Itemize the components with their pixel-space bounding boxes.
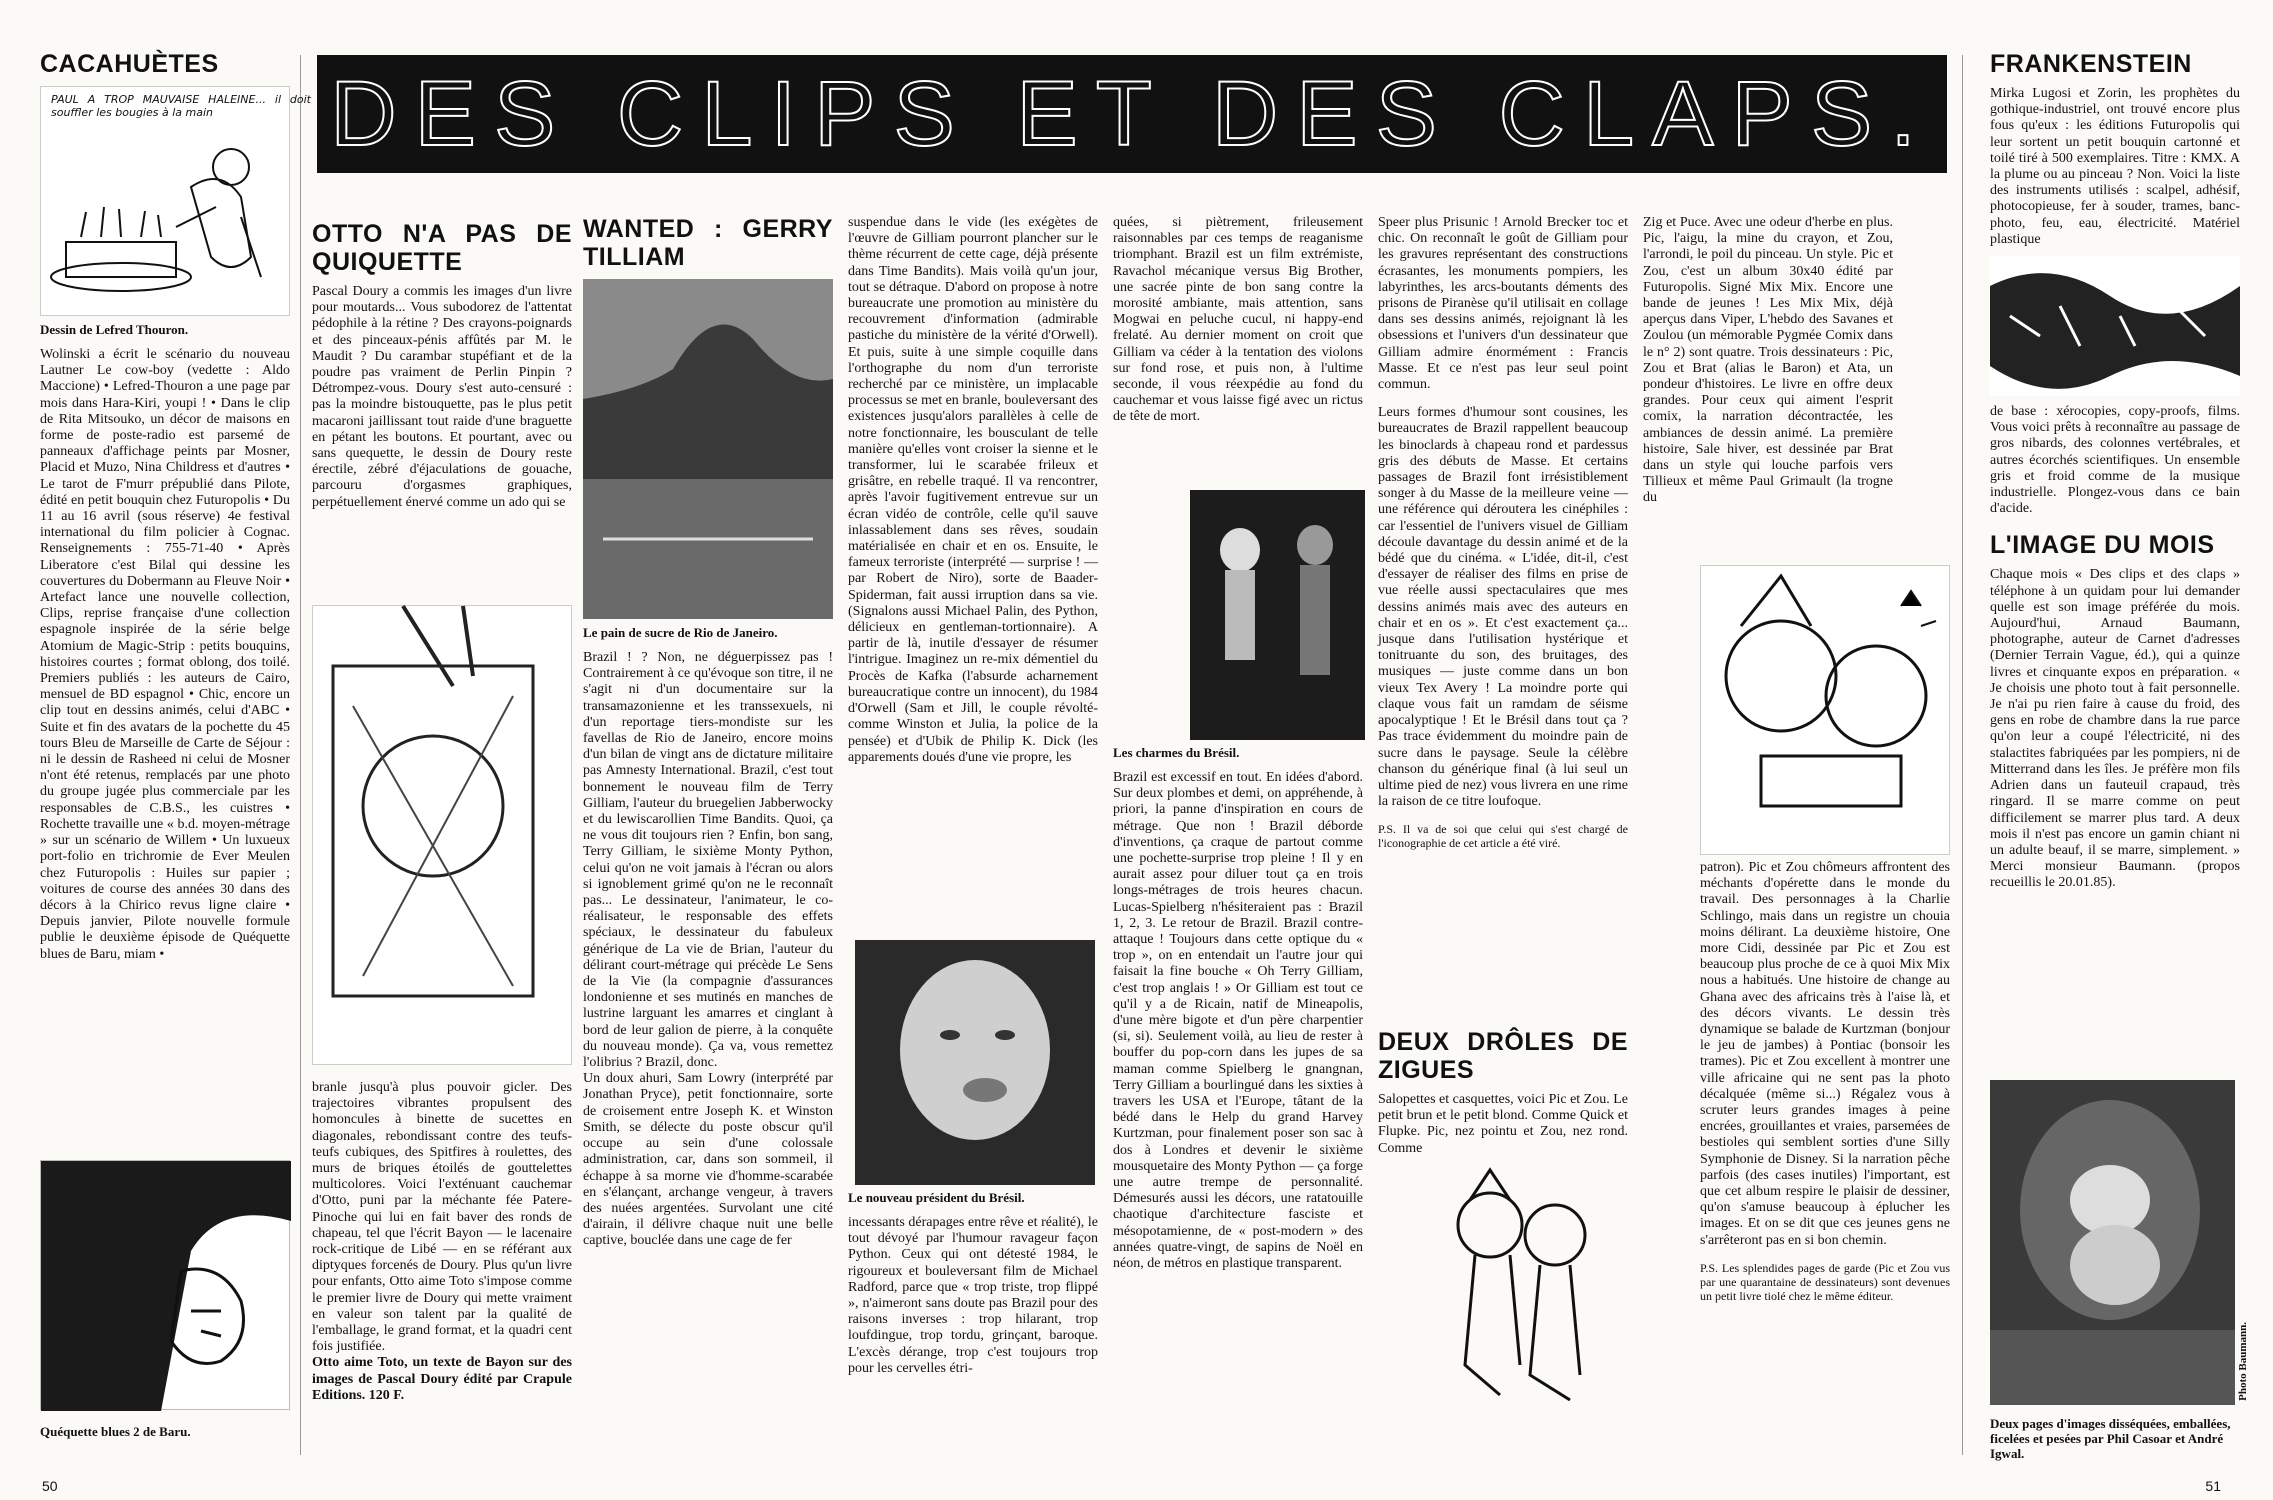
column-5-top: [1113, 215, 1363, 465]
otto-illustration: [312, 605, 572, 1065]
bottom-caption: Deux pages d'images disséquées, emballées, ficelées et pesées par Phil Casoar et André Igwal.: [1990, 1416, 2231, 1461]
col7-body-2: patron). Pic et Zou chômeurs affrontent des méchants d'opérette dans le monde du travail. Des personnages à la Charlie Schlingo, mais dans un registre un chouia moins délirant. La deuxième histoire, One more Cidi, dessinée par Pic et Zou est beaucoup plus proche de ce à quoi Mix Mix nous a habitués. Une histoire de change au Ghana avec des africains très à l'aise là, et des décors vivants. Le dessin très dynamique se balade de Kurtzman (bonjour le jeu de jambes) à Pontiac (bonsoir les trames). Pic et Zou excellent à montrer une ville africaine qui ne sent pas la photo décalquée (même si...) Régalez vous à scruter leurs grandes images à peine encrées, grouillantes et vraies, parsemées de bestioles qui semblent sorties d'une Silly Symphonie de Disney. Si la narration pêche parfois (des cases inutiles) l'important, est que cet album respire le plaisir de dessiner, qu'on s'amuse beaucoup à éplucher les images. Et on se dit que ces jeunes gens ne s'arrêteront pas en si bon chemin.: [1700, 860, 1950, 1248]
birthday-cartoon: [40, 86, 311, 316]
page-number-right: 51: [2205, 1478, 2221, 1494]
column-6: [1378, 215, 1628, 1025]
kmx-image: [1990, 256, 2240, 396]
col5-body-2: Brazil est excessif en tout. En idées d'abord. Sur deux plombes et demi, on appréhende, à priori, la panne d'inspiration en cours de métrage. Que non ! Brazil déborde d'inventions, ça craque de partout comme une pochette-surprise trop pleine ! Il y en aurait assez pour diluer tout ça en trois longs-métrages de trois heures chacun. Lucas-Spielberg n'hésiteraient pas : Brazil 1, 2, 3. Le retour de Brazil. Brazil contre-attaque ! Toujours dans cette optique du « trop », on en entendait un l'autre jour qui faisait la fine bouche « Oh Terry Gilliam, c'est trop anglais ! » Or Gilliam est tout ce qu'il y a de Ricain, natif de Mineapolis, d'une mère bigote et d'un père charpentier (si, si). Seulement voilà, au lieu de rester à bouffer du pop-corn dans les jupes de sa maman comme Spielberg le gnangnan, Terry Gilliam a bourlingué dans les sixties à travers les USA et l'Europe, tâtant de la bédé dans le Help du grand Harvey Kurtzman, pour finalement poser son sac à dos à Londres et devenir le sixième mousquetaire des Monty Python — ça forge une autre trempe de personnalité. Démesurés aussi les décors, une ratatouille chaotique d'architecture fasciste et mésopotamienne, de « post-modern » des années quatre-vingt, de sapins de Noël en néon, de métros en plastique transparent.: [1113, 770, 1363, 1272]
col6-ps: P.S. Il va de soi que celui qui s'est chargé de l'iconographie de cet article a été viré.: [1378, 822, 1628, 851]
brazil-charms-caption: Les charmes du Brésil.: [1113, 745, 1240, 760]
col7-ps: P.S. Les splendides pages de garde (Pic et Zou vus par une quarantaine de dessinateurs) sont devenues un petit livre tiolé chez le même éditeur.: [1700, 1260, 1950, 1303]
column-wanted: [583, 215, 833, 1465]
wanted-body-2: Un doux ahuri, Sam Lowry (interprété par Jonathan Pryce), petit fonctionnaire, sorte de croisement entre Joseph K. et Winston Smith, se délecte du poste obscur qu'il occupe au sein d'une colossale administration, car, dans son sommeil, il échappe à sa morne vie d'homme-scarabée en s'élançant, archange vengeur, à travers des nuées argentées. Survolant une cité d'airain, il délivre chaque nuit une belle captive, bouclée dans une cage de fer: [583, 1071, 833, 1249]
col7-body-1: Zig et Puce. Avec une odeur d'herbe en plus. Pic, l'aigu, la mine du crayon, et Zou, l'arrondi, le poil du pinceau. Un style. Pic et Zou, c'est un album 30x40 édité par Futuropolis. Signé Mix Mix. Encore une bande de jeunes ! Les Mix Mix, déjà aperçus dans Viper, L'hebdo des Savanes et Zoulou (un mémorable Pygmée Comix dans le n° 2) sont quatre. Trois dessinateurs : Pic, Zou et Brat (alias le Baron) et Ata, un pondeur d'histoires. Le livre en offre deux grandes. Pour ceux qui aiment l'esprit comix, la narration décontractée, les ambiances de dessin animé. La première histoire, Sale hiver, est dessinée par Brat dans un style qui louche parfois vers Tillieux et même Paul Grimault (la trogne du: [1643, 215, 1893, 506]
column-otto-continued: [312, 1080, 572, 1460]
otto-body-1: Pascal Doury a commis les images d'un livre pour moutards... Vous subodorez de l'attentat pédophile à la rétine ? Des crayons-poignards et des pinceaux-pénis affûtés par M. le Maudit ? Du carambar stupéfiant et de la poudre pas vraiment de Perlin Pinpin ? Détrompez-vous. Doury s'est auto-censuré : pas la moindre bistouquette, pas le plus petit macaroni jaillissant tout raide d'une braguette en pétant les boutons. Et pourtant, avec ou sans quequette, le dessin de Doury reste érectile, zébré d'éjaculations de gouache, parcouru d'orgasmes graphiques, perpétuellement énervé comme un ado qui se: [312, 284, 572, 510]
col6-body-1: Speer plus Prisunic ! Arnold Brecker toc et chic. On reconnaît le goût de Gilliam pour les gravures représentant des constructions écrasantes, les monuments pompiers, les labyrinthes, les arcs-boutants déments des prisons de Piranèse qu'il utilisait en collage dans ses dessins animés, rejoignant là les obsessions et l'univers d'un dessinateur que Gilliam admire énormément : Francis Masse. Et ce n'est pas leur seul point commun.: [1378, 215, 1628, 393]
column-4-bottom: [848, 1190, 1098, 1465]
column-otto: [312, 220, 572, 510]
pic-zou-drawing: [1420, 1165, 1620, 1410]
col8-body-3: Chaque mois « Des clips et des claps » téléphone à un quidam pour lui demander quelle est son image préférée du mois. Aujourd'hui, Arnaud Baumann, photographe, auteur de Carnet d'adresses (Dernier Terrain Vague, éd.), qui a quinze livres et cinquante expos en préparation. « Je choisis une photo tout à fait personnelle. Je n'ai pu rien faire à cause du froid, des gens en robe de chambre dans la rue parce qu'on leur a coupé l'électricité, ni des stalactites fabriquées par les pompiers, ni de Mitterrand dans les îles. Je préfère mon fils Adrien dans un fauteuil crapaud, très ringard. Il se marre comme on peut difficilement se marrer plus tard. A deux mois il n'est pas encore un gamin chiant ni un adulte beauf, il se marre, simplement. » Merci monsieur Baumann. (propos recueillis le 20.01.85).: [1990, 567, 2240, 891]
banner-title: DES CLIPS ET DES CLAPS.: [330, 62, 1934, 165]
col4-body-2: incessants dérapages entre rêve et réalité), le tout dévoyé par l'humour ravageur façon Python. Ceux qui ont détesté 1984, le rigoureux et bouleversant film de Michael Radford, parce que « trop triste, trop flippé », n'aimeront sans doute pas Brazil pour des raisons inverses : trop hilarant, trop loufdingue, trop tordu, grinçant, baroque. L'excès dérange, trop c'est toujours trop pour les cervelles étri-: [848, 1215, 1098, 1376]
column-7-top: [1643, 215, 1893, 555]
col8-body-1: Mirka Lugosi et Zorin, les prophètes du gothique-industriel, ont trouvé encore plus fous qu'eux : les éditions Futuropolis qui leur sortent un petit bouquin cartonné et toilé tiré à 500 exemplaires. Titre : KMX. A la plume ou au pinceau ? Non. Voici la liste des instruments utilisés : scalpel, adhésif, photocopieuse, fer à souder, trames, banc-photo, feu, eau, électricité. Matériel plastique: [1990, 86, 2240, 247]
quequette-blues-illustration: [40, 1160, 290, 1410]
quequette-caption: Quéquette blues 2 de Baru.: [40, 1424, 191, 1439]
rio-caption: Le pain de sucre de Rio de Janeiro.: [583, 625, 778, 640]
cacahuetes-heading: CACAHUÈTES: [40, 50, 219, 78]
cacahuetes-body: Wolinski a écrit le scénario du nouveau Lautner Le cow-boy (vedette : Aldo Maccione) • Lefred-Thouron a une page par mois dans Hara-Kiri, youpi ! • Dans le clip de Rita Mitsouko, un décor de maisons en forme de poste-radio est parsemé de panneaux d'affichage peints par Mosner, Placid et Muzo, Nina Childress et d'autres • Le tarot de F'murr prépublié dans Pilote, édité en petit bouquin chez Futuropolis • Du 11 au 16 avril (sous réserve) 4e festival international du film policier à Cognac. Renseignements : 755-71-40 • Après Liberatore c'est Bilal qui dessine les couvertures du Dobermann au Fleuve Noir • Artefact lance une nouvelle collection, Clips, reprise française d'une collection espagnole inspirée de la série belge Atomium de Magic-Strip : petits bouquins, histoires courtes ; format oblong, dos toilé. Premiers publiés : les auteurs de Cairo, mensuel de BD espagnol • Chic, encore un clip tout en dessins animés, celui d'ABC • Suite et fin des avatars de la pochette du 45 tours Bleu de Marseille de Carte de Séjour : ni le dessin de Rasheed ni celui de Mosner n'ont été retenus, remplacés par une photo du groupe jugée plus commerciale par les responsables de C.B.S., les cuistres • Rochette travaille une « b.d. moyen-métrage » sur un scénario de Willem • Un luxueux port-folio en trichromie de Ever Meulen chez Futuropolis : Huiles sur papier ; voitures de course des années 30 dans des décors à la Chirico revus ligne claire • Depuis janvier, Pilote nouvelle formule publie le deuxième épisode de Quéquette blues de Baru, miam •: [40, 347, 290, 962]
president-caption: Le nouveau président du Brésil.: [848, 1190, 1025, 1205]
otto-body-2: branle jusqu'à plus pouvoir gicler. Des trajectoires vibrantes propulsent des homoncules à binette de sucettes en diagonales, rebondissant contre des teufs-teufs cubiques, des Spitfires à roulettes, des murs de briques étoilés de gouttelettes multicolores. Voici l'exténuant cauchemar d'Otto, puni par la méchante fée Patere-Pinoche qui lui en fait baver des ronds de chapeau, tel que l'écrit Bayon — le lacenaire rock-critique de Libé — en se référant aux diptyques forcenés de Doury. Plus qu'un livre pour enfants, Otto aime Toto s'impose comme le premier livre de Doury qui mette vraiment en valeur son talent par la qualité de l'emballage, le grand format, et la quadri cent fois justifiée.: [312, 1080, 572, 1355]
zigues-heading: DEUX DRÔLES DE ZIGUES: [1378, 1028, 1628, 1084]
page-number-left: 50: [42, 1478, 58, 1494]
rio-photo: [583, 279, 833, 619]
cake-drawing-icon: [41, 87, 291, 317]
cartoon-handwriting: PAUL A TROP MAUVAISE HALEINE... il doit souffler les bougies à la main: [51, 93, 311, 119]
col8-body-2: de base : xérocopies, copy-proofs, films. Vous voici prêts à reconnaître au passage de gros nibards, des colonnes vertébrales, et autres écorchés scientifiques. Un ensemble gris et froid comme de la musique industrielle. Plongez-vous dans ce bain d'acide.: [1990, 404, 2240, 517]
otto-heading: OTTO N'A PAS DE QUIQUETTE: [312, 220, 572, 276]
baby-photo: [1990, 1080, 2249, 1405]
cartoon-caption: Dessin de Lefred Thouron.: [40, 322, 189, 337]
wanted-body: Brazil ! ? Non, ne déguerpissez pas ! Contrairement à ce qu'évoque son titre, il ne s'agit ni d'un documentaire sur la transamazonienne et les transsexuels, ni d'un reportage tiers-mondiste sur les favellas de Rio de Janeiro, encore moins d'un bilan de vingt ans de dictature militaire pas Amnesty International. Brazil, c'est tout bonnement le nouveau film de Terry Gilliam, l'auteur du bruegelien Jabberwocky et du lewiscarollien Time Bandits. Quoi, ça ne vous dit toujours rien ? Enfin, bon sang, Terry Gilliam, le sixième Monty Python, celui qu'on ne voit jamais à l'écran ou alors si ignoblement grimé qu'on ne le reconnaît pas... Le dessinateur, l'animateur, le co-réalisateur, le responsable des effets spéciaux, le dessinateur du fabuleux générique de La vie de Brian, l'auteur du délirant court-métrage qui précède Le Sens de la Vie (la compagnie d'assurances londonienne et ses mutinés en manches de lustrine larguant les amarres et cinglant à bord de leur galion de pierre, à la conquête du nouveau monde). Ça va, vous remettez l'olibrius ? Brazil, donc.: [583, 650, 833, 1071]
photo-credit: Photo Baumann.: [2237, 1322, 2249, 1401]
column-7-bottom: [1700, 860, 1950, 1465]
column-4-top: [848, 215, 1098, 935]
president-photo: [855, 940, 1095, 1185]
column-5-bottom: [1113, 745, 1363, 1465]
column-6-zigues: [1378, 1028, 1628, 1158]
wanted-heading: WANTED : GERRY TILLIAM: [583, 215, 833, 271]
col6-body-3: Salopettes et casquettes, voici Pic et Zou. Le petit brun et le petit blond. Comme Quick et Flupke. Pic, nez pointu et Zou, nez rond. Comme: [1378, 1092, 1628, 1156]
col6-body-2: Leurs formes d'humour sont cousines, les bureaucrates de Brazil rappellent beaucoup les binoclards à chapeau rond et pardessus gris des débuts de Masse. Et certains passages de Brazil font irrésistiblement songer à du Masse de la meilleure veine — une référence qui déroutera les cinéphiles : car l'essentiel de l'univers visuel de Gilliam découle davantage du dessin animé et de la bédé que du cinéma. « L'idée, dit-il, c'est d'essayer de réaliser des films en prise de vue réelle aussi spectaculaires que mes dessins animés mais avec des auteurs en chair et en os ». Et c'est exactement ça... jusque dans l'utilisation hystérique et tonitruante du son, des bruitages, des musiques — juste comme dans un bon vieux Tex Avery ! La moindre porte qui claque vous fait un ramdam de séisme apocalyptique ! Et le Brésil dans tout ça ? Pas trace évidemment du moindre pain de sucre dans le paysage. Seule la célèbre chanson du générique final (à lui seul un ultime pied de nez) vous livrera en une rime la raison de ce titre loufoque.: [1378, 405, 1628, 810]
title-banner: [317, 55, 1947, 173]
col5-body-1: quées, si piètrement, frileusement raisonnables par ces temps de reaganisme triomphant. Brazil est un film extrémiste, Ravachol mécanique versus Big Brother, une sacrée pinte de bon sang contre la morosité ambiante, mais attention, sans Mogwai en peluche cucul, ni happy-end frelaté. Au dernier moment on croit que Gilliam va céder à la tentation des violons sur fond rose, et puis non, à l'ultime seconde, il vous réexpédie au fond du cauchemar et vous laisse figé avec un rictus de tête de mort.: [1113, 215, 1363, 425]
brazil-charms-photo: [1190, 490, 1365, 740]
pic-zou-cover-drawing: [1700, 565, 1950, 855]
image-du-mois-heading: L'IMAGE DU MOIS: [1990, 531, 2215, 560]
otto-body-3: Otto aime Toto, un texte de Bayon sur des images de Pascal Doury édité par Crapule Editions. 120 F.: [312, 1355, 572, 1403]
col4-body-1: suspendue dans le vide (les exégètes de l'œuvre de Gilliam pourront plancher sur le thème récurrent de cette cage, déjà présente dans Time Bandits). Mais voilà qu'un jour, tout se détraque. D'abord on propose à notre bureaucrate une promotion au ministère du recouvrement d'information (admirable pastiche du ministère de la vérité d'Orwell). Et puis, suite à une simple coquille dans l'orthographe du nom d'un terroriste recherché par ce ministère, un implacable processus se met en branle, bouleversant des existences jusqu'alors parallèles à celle de notre fonctionnaire, les bousculant de telle manière qu'elles vont croiser la sienne et le transformer, lui le scarabée frileux et grisâtre, en rebelle traqué. Il va rencontrer, après l'avoir fugitivement entrevue sur un écran vidéo de contrôle, celle qu'il sauve inlassablement dans ses rêves, soudain matérialisée en chair et en os. Ensuite, le fameux terroriste (interprété — surprise ! — par Robert de Niro), sorte de Baader-Spiderman, fait aussi irruption dans sa vie. (Signalons aussi Michael Palin, des Python, délicieux en gentleman-tortionnaire). A partir de là, inutile d'essayer de résumer l'intrigue. Imaginez un re-mix démentiel du Procès de Kafka (l'absurde acharnement bureaucratique contre un innocent), du 1984 d'Orwell (Sam et Jill, le couple révolté-comme Winston et Julia, la police de la pensée) et d'Ubik de Philip K. Dick (les apparements doués d'une vie propre, les: [848, 215, 1098, 765]
frankenstein-heading: FRANKENSTEIN: [1990, 50, 2192, 78]
